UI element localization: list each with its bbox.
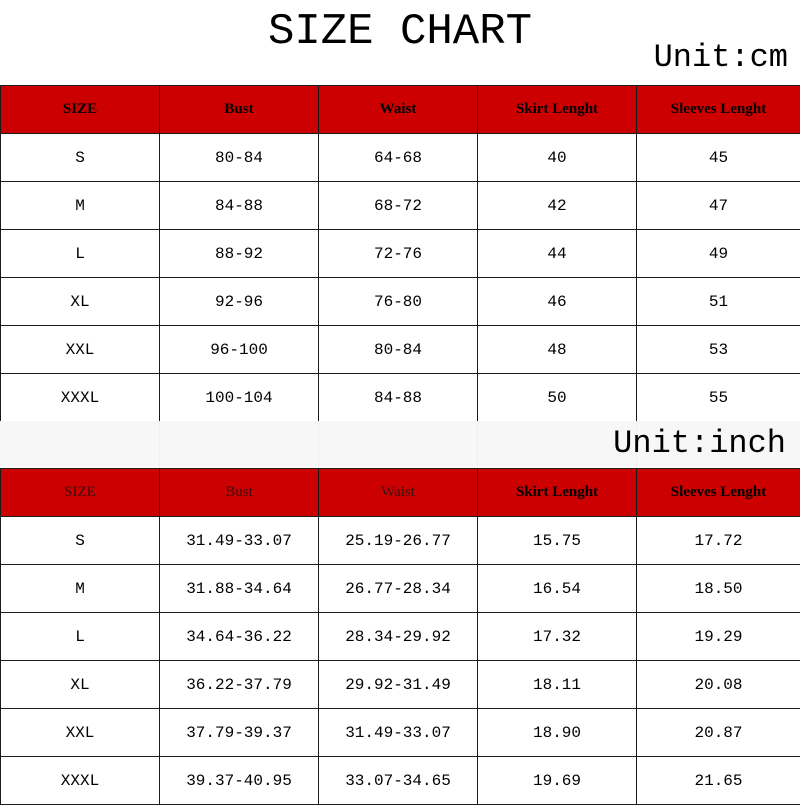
skirt-length-cell: 15.75 xyxy=(478,517,637,565)
bust-cell: 31.49-33.07 xyxy=(160,517,319,565)
unit-label-inch: Unit:inch xyxy=(613,426,786,462)
size-cell: XXXL xyxy=(1,374,160,422)
sleeves-length-cell: 53 xyxy=(637,326,800,374)
size-cell: M xyxy=(1,182,160,230)
separator-line xyxy=(159,421,160,467)
table-row xyxy=(1,134,800,182)
skirt-length-cell: 44 xyxy=(478,230,637,278)
sleeves-length-cell: 47 xyxy=(637,182,800,230)
header-sleeves-length: Sleeves Lenght xyxy=(637,469,800,517)
skirt-length-cell: 16.54 xyxy=(478,565,637,613)
table-row xyxy=(1,230,800,278)
bust-cell: 39.37-40.95 xyxy=(160,757,319,805)
sleeves-length-cell: 45 xyxy=(637,134,800,182)
waist-cell: 84-88 xyxy=(319,374,478,422)
skirt-length-cell: 46 xyxy=(478,278,637,326)
waist-cell: 64-68 xyxy=(319,134,478,182)
table-row xyxy=(1,326,800,374)
header-size: SIZE xyxy=(1,86,160,134)
header-bust: Bust xyxy=(160,86,319,134)
bust-cell: 36.22-37.79 xyxy=(160,661,319,709)
bust-cell: 92-96 xyxy=(160,278,319,326)
size-table-cm xyxy=(0,85,800,422)
bust-cell: 84-88 xyxy=(160,182,319,230)
skirt-length-cell: 48 xyxy=(478,326,637,374)
table-row xyxy=(1,278,800,326)
size-cell: L xyxy=(1,230,160,278)
table-row xyxy=(1,182,800,230)
size-cell: S xyxy=(1,134,160,182)
separator-line xyxy=(318,421,319,467)
skirt-length-cell: 42 xyxy=(478,182,637,230)
table-header-row xyxy=(1,469,800,517)
table-row xyxy=(1,374,800,422)
header-skirt-length: Skirt Lenght xyxy=(478,86,637,134)
skirt-length-cell: 18.90 xyxy=(478,709,637,757)
table-row xyxy=(1,517,800,565)
waist-cell: 80-84 xyxy=(319,326,478,374)
header-waist: Waist xyxy=(319,86,478,134)
waist-cell: 72-76 xyxy=(319,230,478,278)
size-cell: XXL xyxy=(1,709,160,757)
table-row xyxy=(1,565,800,613)
skirt-length-cell: 50 xyxy=(478,374,637,422)
table-row xyxy=(1,757,800,805)
unit-label-cm: Unit:cm xyxy=(654,40,788,76)
waist-cell: 68-72 xyxy=(319,182,478,230)
waist-cell: 26.77-28.34 xyxy=(319,565,478,613)
bust-cell: 96-100 xyxy=(160,326,319,374)
bust-cell: 37.79-39.37 xyxy=(160,709,319,757)
sleeves-length-cell: 20.87 xyxy=(637,709,800,757)
table-row xyxy=(1,613,800,661)
skirt-length-cell: 19.69 xyxy=(478,757,637,805)
size-table-inch xyxy=(0,468,800,805)
table-header-row xyxy=(1,86,800,134)
waist-cell: 28.34-29.92 xyxy=(319,613,478,661)
bust-cell: 34.64-36.22 xyxy=(160,613,319,661)
page-title: SIZE CHART xyxy=(0,6,800,58)
separator-line xyxy=(477,421,478,467)
table-row xyxy=(1,709,800,757)
bust-cell: 88-92 xyxy=(160,230,319,278)
waist-cell: 29.92-31.49 xyxy=(319,661,478,709)
table-row xyxy=(1,661,800,709)
header-bust: Bust xyxy=(160,469,319,517)
bust-cell: 100-104 xyxy=(160,374,319,422)
header-skirt-length: Skirt Lenght xyxy=(478,469,637,517)
header-sleeves-length: Sleeves Lenght xyxy=(637,86,800,134)
skirt-length-cell: 18.11 xyxy=(478,661,637,709)
sleeves-length-cell: 49 xyxy=(637,230,800,278)
sleeves-length-cell: 17.72 xyxy=(637,517,800,565)
size-cell: XL xyxy=(1,661,160,709)
size-cell: L xyxy=(1,613,160,661)
sleeves-length-cell: 19.29 xyxy=(637,613,800,661)
size-cell: XXL xyxy=(1,326,160,374)
skirt-length-cell: 17.32 xyxy=(478,613,637,661)
sleeves-length-cell: 21.65 xyxy=(637,757,800,805)
size-cell: XXXL xyxy=(1,757,160,805)
sleeves-length-cell: 18.50 xyxy=(637,565,800,613)
sleeves-length-cell: 20.08 xyxy=(637,661,800,709)
size-cell: S xyxy=(1,517,160,565)
size-cell: XL xyxy=(1,278,160,326)
header-size: SIZE xyxy=(1,469,160,517)
sleeves-length-cell: 55 xyxy=(637,374,800,422)
bust-cell: 80-84 xyxy=(160,134,319,182)
skirt-length-cell: 40 xyxy=(478,134,637,182)
bust-cell: 31.88-34.64 xyxy=(160,565,319,613)
waist-cell: 25.19-26.77 xyxy=(319,517,478,565)
size-cell: M xyxy=(1,565,160,613)
waist-cell: 76-80 xyxy=(319,278,478,326)
waist-cell: 33.07-34.65 xyxy=(319,757,478,805)
waist-cell: 31.49-33.07 xyxy=(319,709,478,757)
sleeves-length-cell: 51 xyxy=(637,278,800,326)
header-waist: Waist xyxy=(319,469,478,517)
